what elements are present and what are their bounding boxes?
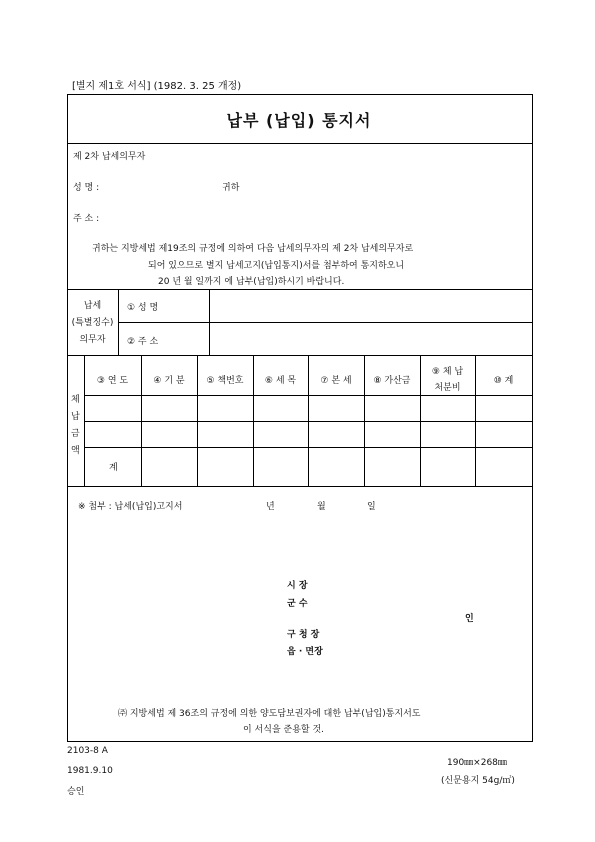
honorific-label: 귀하 <box>222 183 240 193</box>
amount-side-label-3: 금 <box>71 429 80 439</box>
notice-body-line1: 귀하는 지방세법 제19조의 규정에 의하여 다음 납세의무자의 제 2차 납세의무자로 <box>92 244 414 254</box>
attachment-year: 년 <box>266 502 275 512</box>
taxpayer-label-1: 납세 <box>83 301 102 311</box>
taxpayer-divider <box>67 355 532 356</box>
name-label: 성 명 : <box>73 183 100 193</box>
address-label: 주 소 : <box>73 214 100 224</box>
footnote-line1: ㈜ 지방세법 제 36조의 규정에 의한 양도담보권자에 대한 납부(납입)통지서도 <box>118 709 421 719</box>
paper-size: 190㎜×268㎜ <box>447 758 507 768</box>
amount-header-year: ③ 연 도 <box>96 376 129 386</box>
amount-header-total: ⑩ 계 <box>493 376 514 386</box>
signatory-district-head: 구 청 장 <box>287 630 320 640</box>
notice-divider <box>67 289 532 290</box>
amount-divider <box>67 486 532 487</box>
notice-body-line2: 되어 있으므로 별지 납세고지(납입통지)서를 첨부하여 통지하오니 <box>148 261 405 271</box>
amount-row-divider <box>84 421 532 422</box>
form-header-note: [별지 제1호 서식] (1982. 3. 25 개정) <box>72 81 242 92</box>
secondary-taxpayer-label: 제 2차 납세의무자 <box>73 152 146 162</box>
signatory-town-head: 읍 · 면장 <box>287 647 323 657</box>
taxpayer-label-3: 의무자 <box>79 335 106 345</box>
taxpayer-label-2: (특별징수) <box>71 318 114 328</box>
amount-header-period: ④ 기 분 <box>153 376 185 386</box>
seal-mark: 인 <box>465 614 474 624</box>
amount-total-label: 계 <box>109 463 118 473</box>
taxpayer-row-divider <box>118 322 532 323</box>
amount-side-label-4: 액 <box>71 446 80 456</box>
approval-date: 1981.9.10 <box>67 766 113 776</box>
amount-side-label-1: 체 <box>71 395 80 405</box>
amount-header-book-no: ⑤ 책번호 <box>206 376 244 386</box>
attachment-note: ※ 첨부 : 납세(납입)고지서 <box>78 502 183 512</box>
approval-label: 승인 <box>67 787 85 797</box>
amount-side-label-2: 납 <box>71 412 80 422</box>
title-divider <box>67 143 532 144</box>
notice-body-line3: 20 년 월 일까지 에 납부(납입)하시기 바랍니다. <box>158 277 345 287</box>
paper-spec: (신문용지 54g/㎡) <box>441 776 515 786</box>
amount-header-principal: ⑦ 본 세 <box>320 376 352 386</box>
taxpayer-name-field: ① 성 명 <box>127 303 159 313</box>
page-title: 납부 (납입) 통지서 <box>226 111 372 130</box>
amount-header-disposition-line2: 처분비 <box>434 383 461 393</box>
amount-header-tax-item: ⑥ 세 목 <box>264 376 297 386</box>
amount-header-surcharge: ⑧ 가산금 <box>373 376 411 386</box>
amount-header-disposition: ⑨ 체 납 <box>431 367 464 377</box>
amount-row-divider <box>84 447 532 448</box>
signatory-county-head: 군 수 <box>287 599 308 609</box>
attachment-day: 일 <box>367 502 376 512</box>
taxpayer-address-field: ② 주 소 <box>127 337 159 347</box>
attachment-month: 월 <box>317 502 326 512</box>
form-code: 2103-8 A <box>67 746 108 756</box>
amount-row-divider <box>84 395 532 396</box>
footnote-line2: 이 서식을 준용할 것. <box>243 725 324 735</box>
signatory-mayor: 시 장 <box>287 581 308 591</box>
